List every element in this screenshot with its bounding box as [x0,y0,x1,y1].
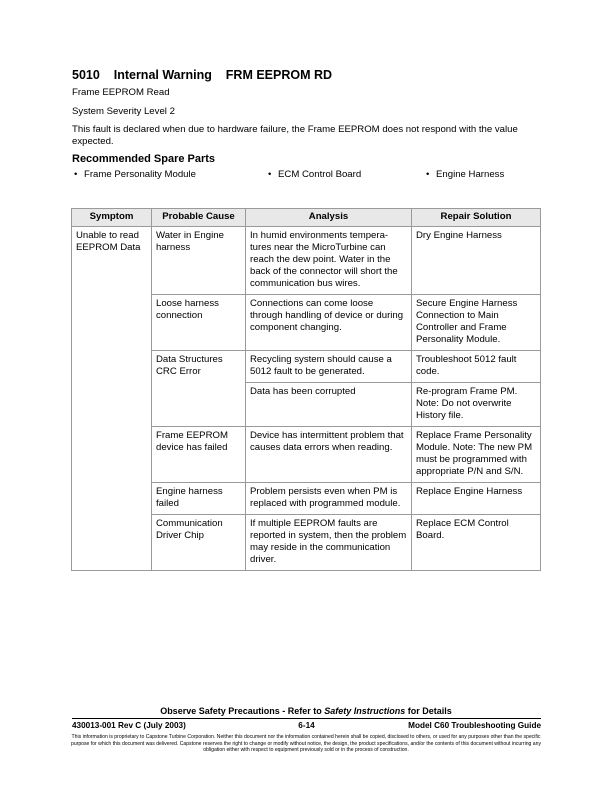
repair-cell: Re-program Frame PM. Note: Do not overwrite History file. [412,383,541,427]
repair-cell: Replace Frame Personality Module. Note: The new PM must be programmed with appropriate P/N and S/N. [412,427,541,483]
analysis-cell: Recycling system should cause a 5012 fault to be generated. [246,351,412,383]
column-header-cause: Probable Cause [152,209,246,227]
repair-cell: Dry Engine Harness [412,227,541,295]
severity-level: System Severity Level 2 [72,106,175,117]
bullet-icon: • [268,169,272,180]
cause-cell: Water in Engine harness [152,227,246,295]
column-header-repair: Repair Solution [412,209,541,227]
spare-part-item: • Frame Personality Module [74,169,196,180]
safety-notice: Observe Safety Precautions - Refer to Safety Instructions for Details [160,706,452,716]
fault-code: 5010 [72,68,100,82]
fault-name: Internal Warning [113,68,212,82]
bullet-icon: • [74,169,78,180]
spare-parts-heading: Recommended Spare Parts [72,153,216,165]
repair-cell: Secure Engine Harness Connection to Main Controller and Frame Personality Module. [412,295,541,351]
cause-cell: Frame EEPROM device has failed [152,427,246,483]
spare-part-item: • ECM Control Board [268,169,362,180]
column-header-symptom: Symptom [72,209,152,227]
document-number: 430013-001 Rev C (July 2003) [72,721,186,730]
analysis-cell: In humid environments tempera-tures near the MicroTurbine can reach the dew point. Water in the back of the connector will short the communication bus wires. [246,227,412,295]
column-header-analysis: Analysis [246,209,412,227]
repair-cell: Replace Engine Harness [412,483,541,515]
cause-cell [152,383,246,427]
fault-mnemonic: FRM EEPROM RD [225,68,333,82]
fault-description: This fault is declared when due to hardware failure, the Frame EEPROM does not respond with the value expected. [72,124,518,147]
symptom-cell: Unable to read EEPROM Data [72,227,152,571]
cause-cell: Engine harness failed [152,483,246,515]
cause-cell: Data Structures CRC Error [152,351,246,383]
bullet-icon: • [426,169,430,180]
cause-cell: Loose harness connection [152,295,246,351]
table-header-row [72,209,541,227]
footer-divider [72,718,541,719]
safety-instructions-reference: Safety Instructions [324,706,406,716]
guide-title: Model C60 Troubleshooting Guide [408,721,541,730]
cause-cell: Communication Driver Chip [152,515,246,571]
analysis-cell: Data has been corrupted [246,383,412,427]
fault-title [72,68,332,82]
page-number: 6-14 [298,721,315,730]
spare-part-item: • Engine Harness [426,169,505,180]
fault-subtitle: Frame EEPROM Read [72,87,170,98]
repair-cell: Replace ECM Control Board. [412,515,541,571]
analysis-cell: If multiple EEPROM faults are reported in system, then the problem may reside in the communication driver. [246,515,412,571]
analysis-cell: Problem persists even when PM is replaced with programmed module. [246,483,412,515]
repair-cell: Troubleshoot 5012 fault code. [412,351,541,383]
table-row [72,227,541,295]
legal-disclaimer: This information is proprietary to Capstone Turbine Corporation. Neither this document nor the information contained herein shall be copied, disclosed to others, or used for any purposes other than the specific purpose for which this document was delivered. Capstone reserves the right to change or modify without notice, the design, the product specifications, and/or the contents of this document without incurring any obligation either with respect to equipment previously sold or in the process of construction. [70,734,542,753]
analysis-cell: Device has intermittent problem that causes data errors when reading. [246,427,412,483]
analysis-cell: Connections can come loose through handling of device or during component changing. [246,295,412,351]
troubleshooting-table [71,208,541,571]
